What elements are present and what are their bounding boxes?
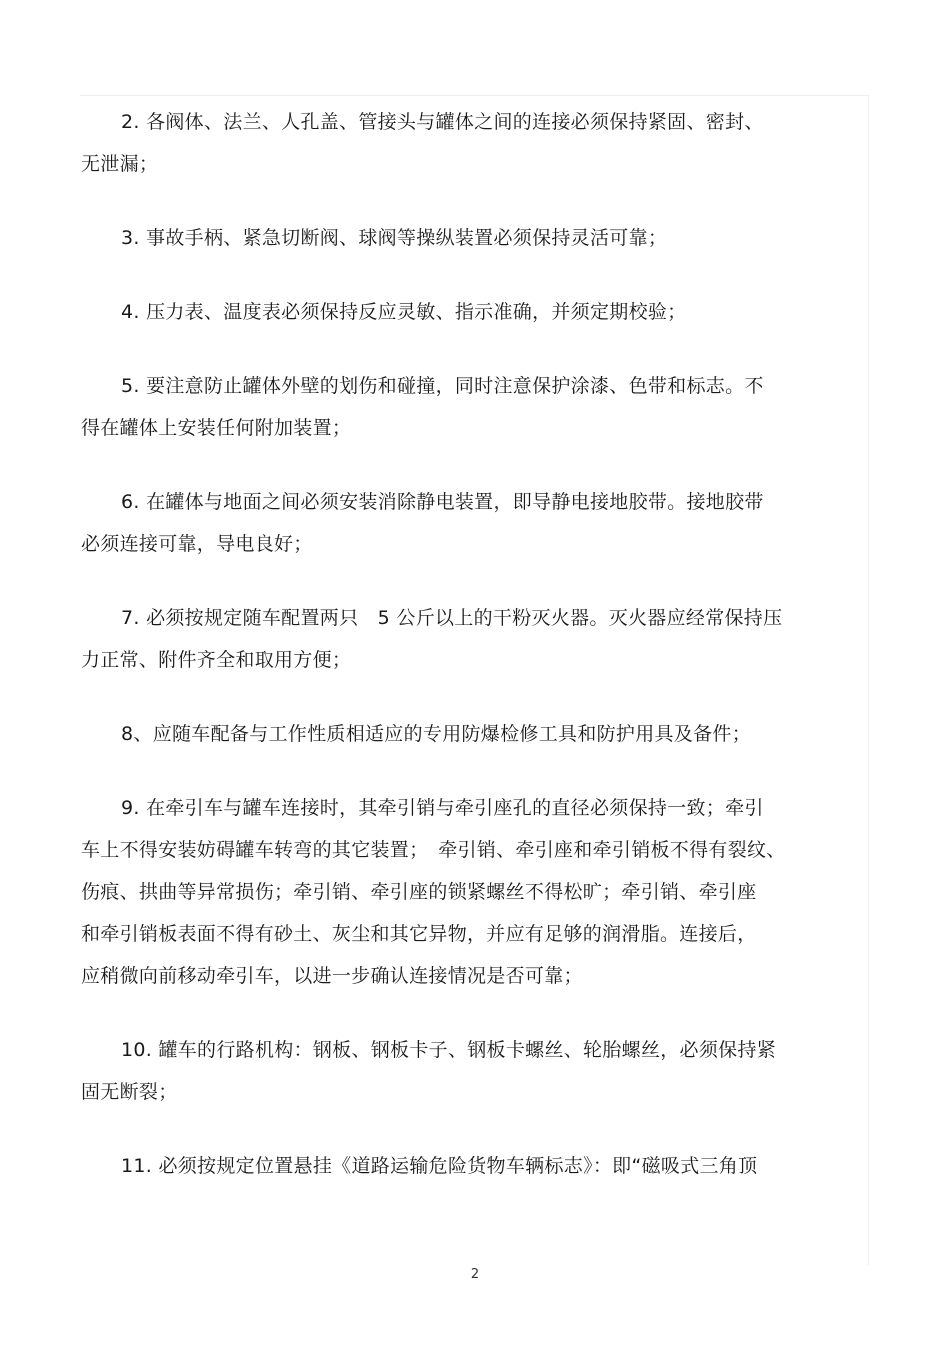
paragraph-item-2 [81, 101, 841, 185]
paragraph-line: 7. 必须按规定随车配置两只 5 公斤以上的干粉灭火器。灭火器应经常保持压 [121, 607, 783, 629]
paragraph-item-6 [81, 481, 841, 565]
paragraph-line: 9. 在牵引车与罐车连接时，其牵引销与牵引座孔的直径必须保持一致；牵引 [121, 797, 764, 819]
paragraph-item-10 [81, 1029, 841, 1113]
paragraph-line: 3. 事故手柄、紧急切断阀、球阀等操纵装置必须保持灵活可靠； [121, 227, 668, 249]
paragraph-line: 6. 在罐体与地面之间必须安装消除静电装置，即导静电接地胶带。接地胶带 [121, 491, 764, 513]
paragraph-line: 无泄漏； [81, 153, 159, 175]
paragraph-line: 11. 必须按规定位置悬挂《道路运输危险货物车辆标志》：即“磁吸式三角顶 [121, 1155, 758, 1177]
paragraph-line: 伤痕、拱曲等异常损伤；牵引销、牵引座的锁紧螺丝不得松旷；牵引销、牵引座 [81, 881, 757, 903]
paragraph-line: 得在罐体上安装任何附加装置； [81, 417, 352, 439]
paragraph-item-5 [81, 365, 841, 449]
paragraph-line: 2. 各阀体、法兰、人孔盖、管接头与罐体之间的连接必须保持紧固、密封、 [121, 111, 764, 133]
document-body [81, 101, 841, 1219]
paragraph-item-3 [81, 217, 841, 259]
paragraph-item-7 [81, 597, 841, 681]
paragraph-item-4 [81, 291, 841, 333]
paragraph-line: 固无断裂； [81, 1081, 178, 1103]
paragraph-item-9 [81, 787, 841, 997]
paragraph-line: 4. 压力表、温度表必须保持反应灵敏、指示准确，并须定期校验； [121, 301, 687, 323]
paragraph-item-8 [81, 713, 841, 755]
paragraph-line: 5. 要注意防止罐体外壁的划伤和碰撞，同时注意保护涂漆、色带和标志。不 [121, 375, 764, 397]
paragraph-line: 8、应随车配备与工作性质相适应的专用防爆检修工具和防护用具及备件； [121, 723, 751, 745]
paragraph-line: 应稍微向前移动牵引车，以进一步确认连接情况是否可靠； [81, 965, 583, 987]
paragraph-line: 车上不得安装妨碍罐车转弯的其它装置； 牵引销、牵引座和牵引销板不得有裂纹、 [81, 839, 786, 861]
paragraph-line: 必须连接可靠，导电良好； [81, 533, 313, 555]
paragraph-line: 力正常、附件齐全和取用方便； [81, 649, 352, 671]
paragraph-line: 10. 罐车的行路机构：钢板、钢板卡子、钢板卡螺丝、轮胎螺丝，必须保持紧 [121, 1039, 777, 1061]
paragraph-item-11 [81, 1145, 841, 1187]
paragraph-line: 和牵引销板表面不得有砂土、灰尘和其它异物，并应有足够的润滑脂。连接后， [81, 923, 757, 945]
page-number: 2 [470, 1267, 480, 1282]
